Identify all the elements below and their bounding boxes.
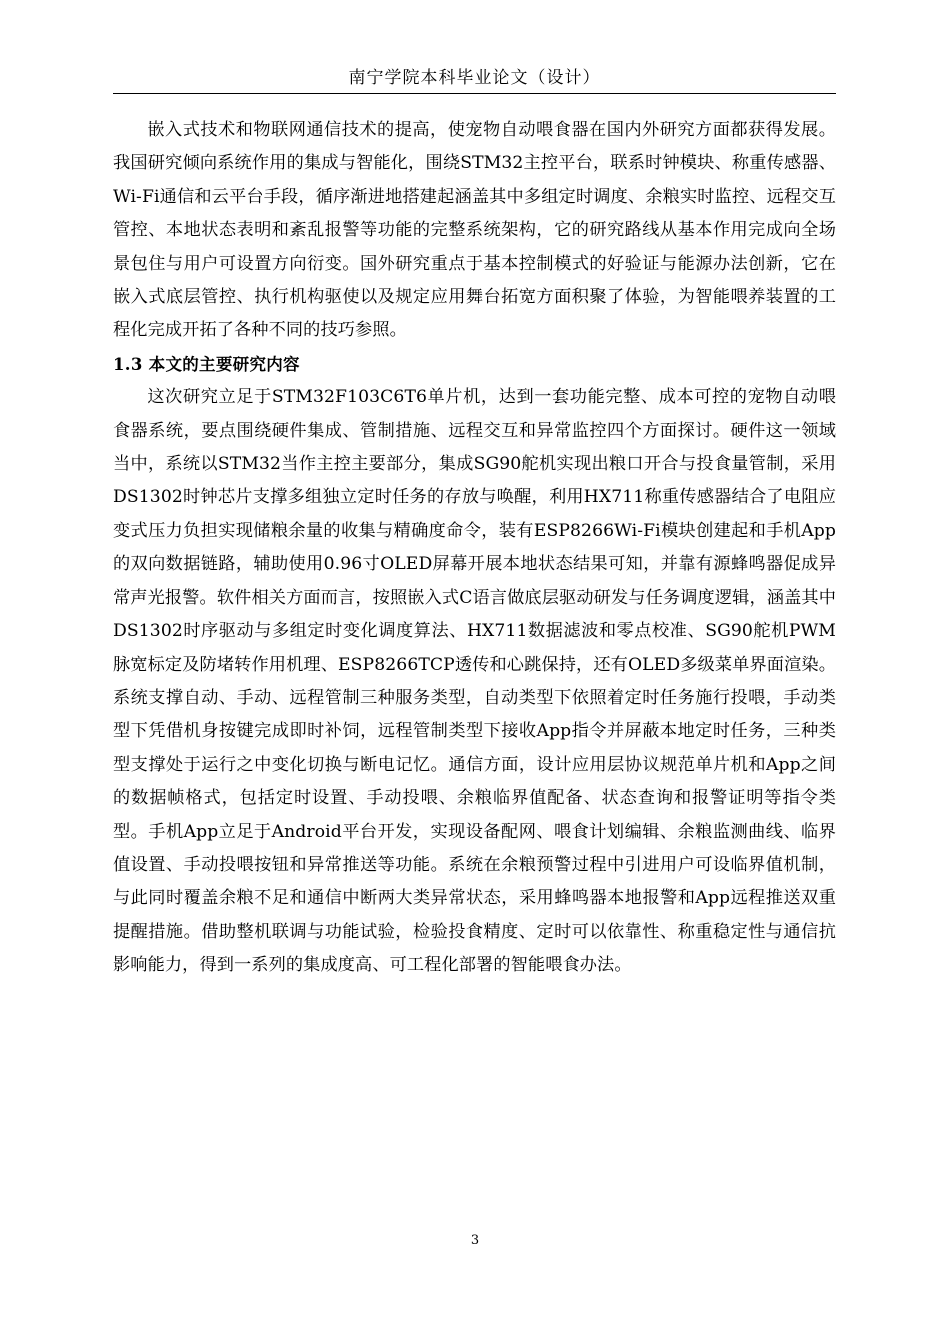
- page-number: 3: [470, 1233, 480, 1248]
- header-divider: [113, 93, 836, 94]
- body-text: [113, 114, 836, 983]
- running-header: 南宁学院本科毕业论文（设计）: [348, 68, 601, 88]
- section-heading: 1.3 本文的主要研究内容: [113, 354, 300, 374]
- paragraph-domestic-foreign-research: 嵌入式技术和物联网通信技术的提高，使宠物自动喂食器在国内外研究方面都获得发展。我国研究倾向系统作用的集成与智能化，围绕STM32主控平台，联系时钟模块、称重传感器、Wi-Fi通信和云平台手段，循序渐进地搭建起涵盖其中多组定时调度、余粮实时监控、远程交互管控、本地状态表明和紊乱报警等功能的完整系统架构，它的研究路线从基本作用完成向全场景包住与用户可设置方向衍变。国外研究重点于基本控制模式的好验证与能源办法创新，它在嵌入式底层管控、执行机构驱使以及规定应用舞台拓宽方面积聚了体验，为智能喂养装置的工程化完成开拓了各种不同的技巧参照。: [113, 120, 836, 341]
- paragraph-research-content: 这次研究立足于STM32F103C6T6单片机，达到一套功能完整、成本可控的宠物自动喂食器系统，要点围绕硬件集成、管制措施、远程交互和异常监控四个方面探讨。硬件这一领域当中，系统以STM32当作主控主要部分，集成SG90舵机实现出粮口开合与投食量管制，采用DS1302时钟芯片支撑多组独立定时任务的存放与唤醒，利用HX711称重传感器结合了电阻应变式压力负担实现储粮余量的收集与精确度命令，装有ESP8266Wi-Fi模块创建起和手机App的双向数据链路，辅助使用0.96寸OLED屏幕开展本地状态结果可知，并靠有源蜂鸣器促成异常声光报警。软件相关方面而言，按照嵌入式C语言做底层驱动研发与任务调度逻辑，涵盖其中DS1302时序驱动与多组定时变化调度算法、HX711数据滤波和零点校准、SG90舵机PWM脉宽标定及防堵转作用机理、ESP8266TCP透传和心跳保持，还有OLED多级菜单界面渲染。系统支撑自动、手动、远程管制三种服务类型，自动类型下依照着定时任务施行投喂，手动类型下凭借机身按键完成即时补饲，远程管制类型下接收App指令并屏蔽本地定时任务，三种类型支撑处于运行之中变化切换与断电记忆。通信方面，设计应用层协议规范单片机和App之间的数据帧格式，包括定时设置、手动投喂、余粮临界值配备、状态查询和报警证明等指令类型。手机App立足于Android平台开发，实现设备配网、喂食计划编辑、余粮监测曲线、临界值设置、手动投喂按钮和异常推送等功能。系统在余粮预警过程中引进用户可设临界值机制，与此同时覆盖余粮不足和通信中断两大类异常状态，采用蜂鸣器本地报警和App远程推送双重提醒措施。借助整机联调与功能试验，检验投食精度、定时可以依靠性、称重稳定性与通信抗影响能力，得到一系列的集成度高、可工程化部署的智能喂食办法。: [113, 387, 836, 976]
